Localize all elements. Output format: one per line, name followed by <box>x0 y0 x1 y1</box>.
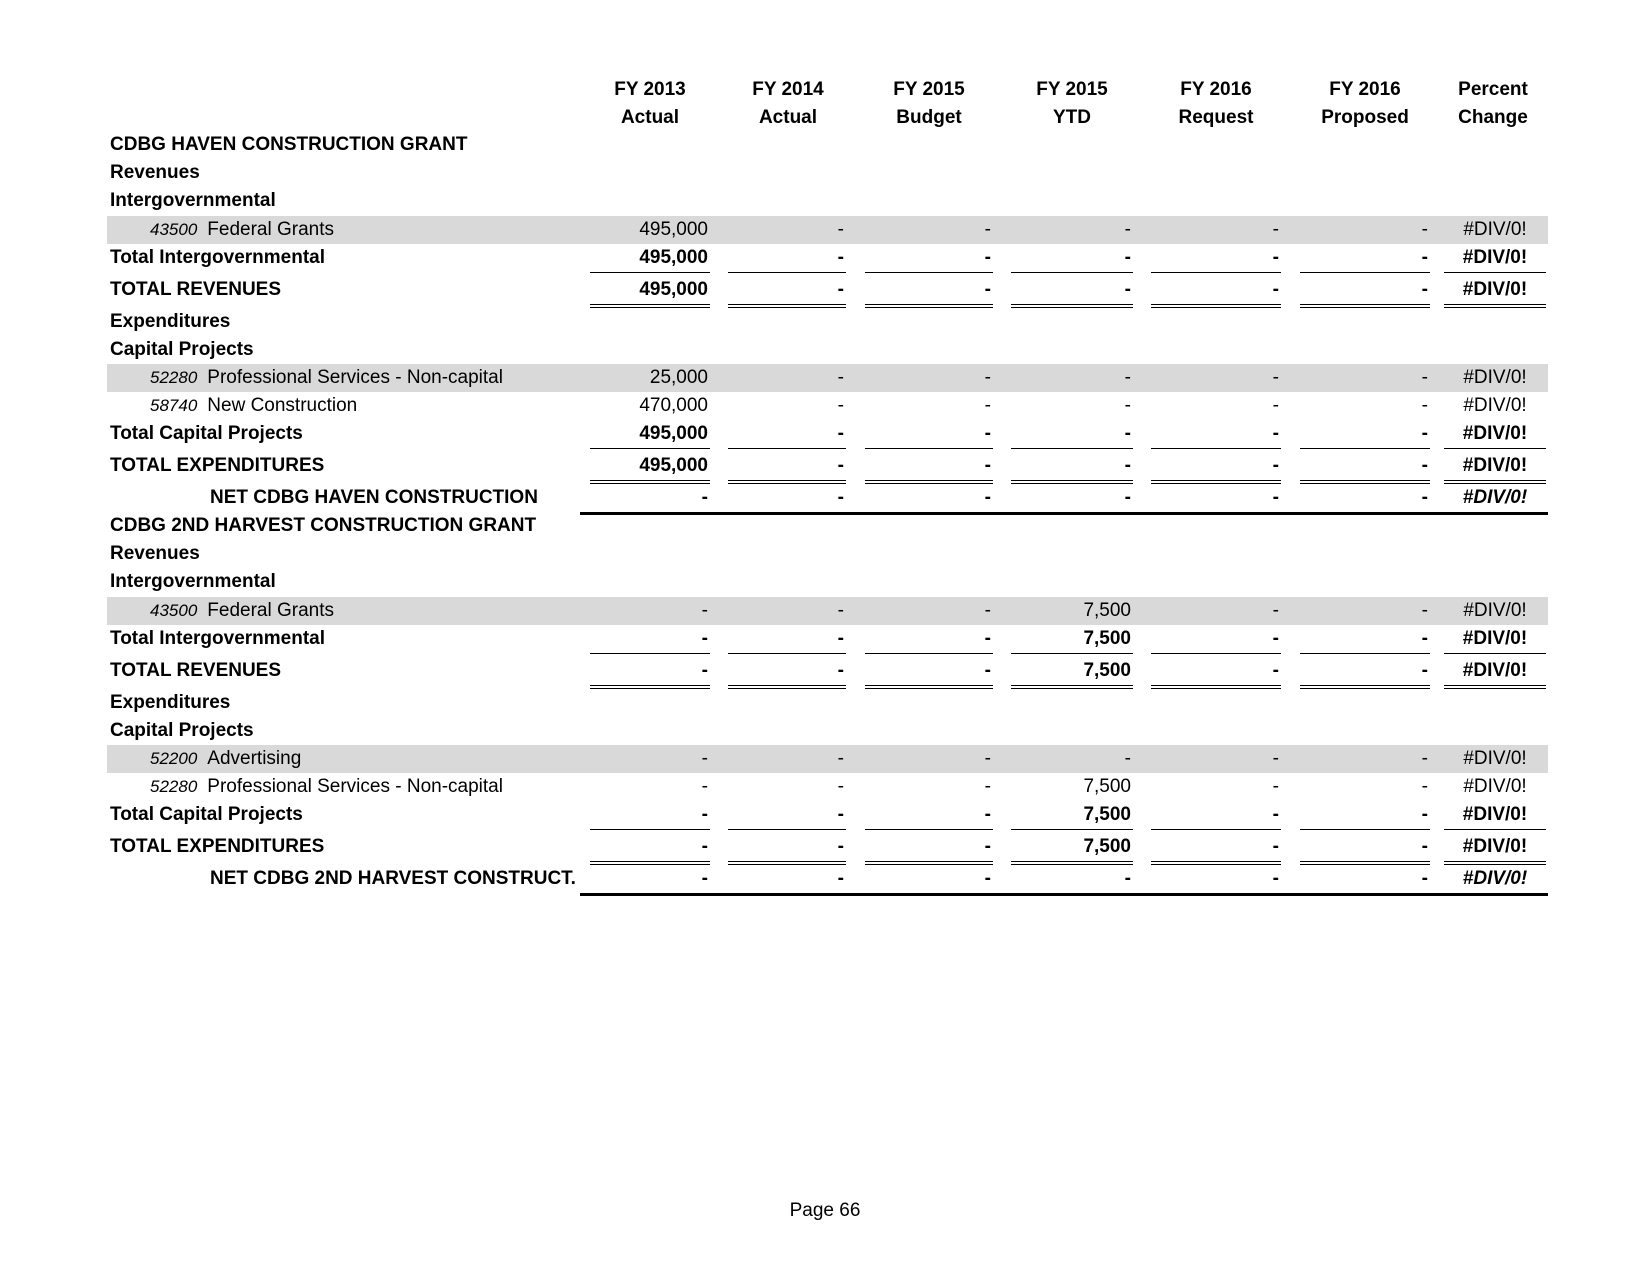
row-label <box>110 689 230 717</box>
value-cell: - <box>1300 420 1430 449</box>
revenues-heading <box>107 540 1548 568</box>
value-cell: - <box>837 600 844 621</box>
percent-change-cell: #DIV/0! <box>1463 367 1527 388</box>
column-header-line2: Request <box>1178 107 1254 128</box>
row-label <box>150 745 301 773</box>
value-cell: - <box>1272 219 1279 240</box>
value-cell: - <box>728 625 846 654</box>
row-label <box>110 833 324 861</box>
value-cell: - <box>701 776 708 797</box>
value-cell: 495,000 <box>590 276 710 308</box>
row-label <box>150 216 334 244</box>
row-label-text: Intergovernmental <box>110 571 276 592</box>
percent-change-cell: #DIV/0! <box>1444 833 1546 865</box>
value-cell: - <box>837 776 844 797</box>
row-label-text: CDBG HAVEN CONSTRUCTION GRANT <box>110 134 468 155</box>
row-label-text: Expenditures <box>110 692 231 713</box>
row-label-text: NET CDBG HAVEN CONSTRUCTION <box>210 487 538 508</box>
value-cell: - <box>728 657 846 689</box>
value-cell: - <box>837 748 844 769</box>
row-label-text: CDBG 2ND HARVEST CONSTRUCTION GRANT <box>110 515 537 536</box>
value-cell: 7,500 <box>1011 625 1133 654</box>
percent-change-cell: #DIV/0! <box>1444 801 1546 830</box>
value-cell: - <box>590 625 710 654</box>
value-cell: - <box>1011 244 1133 273</box>
total-expenditures-row <box>107 452 1548 480</box>
row-label-text: Total Intergovernmental <box>110 628 326 649</box>
value-cell: - <box>701 600 708 621</box>
row-label-text: Revenues <box>110 162 200 183</box>
value-cell: - <box>984 395 991 416</box>
value-cell: - <box>728 452 846 484</box>
value-cell: - <box>728 801 846 830</box>
account-code: 58740 <box>150 396 198 415</box>
value-cell: - <box>1151 833 1281 865</box>
value-cell: - <box>984 367 991 388</box>
value-cell: - <box>1421 487 1428 508</box>
row-label <box>110 420 303 448</box>
line-item-row <box>107 216 1548 244</box>
column-header-line1: FY 2014 <box>752 79 824 100</box>
value-cell: - <box>984 600 991 621</box>
column-header-line2: Actual <box>758 107 818 128</box>
value-cell: - <box>1421 219 1428 240</box>
row-label <box>110 187 276 215</box>
row-label-text: Total Capital Projects <box>110 423 303 444</box>
value-cell: 7,500 <box>1011 833 1133 865</box>
percent-change-cell: #DIV/0! <box>1444 420 1546 449</box>
value-cell: - <box>865 452 993 484</box>
page-number: Page 66 <box>789 1200 861 1221</box>
row-label <box>110 308 230 336</box>
net-total-row <box>107 865 1548 893</box>
value-cell: - <box>1151 420 1281 449</box>
row-label-text: Federal Grants <box>207 219 335 240</box>
value-cell: - <box>837 395 844 416</box>
value-cell: - <box>701 868 708 889</box>
value-cell: - <box>837 367 844 388</box>
value-cell: - <box>865 833 993 865</box>
value-cell: - <box>1011 452 1133 484</box>
column-header-line2: Actual <box>620 107 680 128</box>
value-cell: - <box>837 868 844 889</box>
row-label <box>210 484 538 512</box>
row-label <box>210 865 576 893</box>
account-code: 52200 <box>150 749 198 768</box>
value-cell: - <box>590 657 710 689</box>
expenditures-heading <box>107 308 1548 336</box>
account-code: 52280 <box>150 368 198 387</box>
column-header-line1: Percent <box>1458 79 1528 100</box>
column-header <box>1413 76 1573 132</box>
value-cell: - <box>1300 801 1430 830</box>
value-cell: - <box>1300 244 1430 273</box>
expenditure-category <box>107 336 1548 364</box>
value-cell: - <box>865 657 993 689</box>
value-cell: - <box>984 748 991 769</box>
value-cell: - <box>865 625 993 654</box>
column-header-line2: YTD <box>1053 107 1091 128</box>
percent-change-cell: #DIV/0! <box>1463 219 1527 240</box>
expenditures-heading <box>107 689 1548 717</box>
row-label <box>110 540 200 568</box>
value-cell: - <box>837 487 844 508</box>
row-label <box>110 512 536 540</box>
row-label-text: Total Intergovernmental <box>110 247 326 268</box>
percent-change-cell: #DIV/0! <box>1463 776 1527 797</box>
percent-change-cell: #DIV/0! <box>1444 452 1546 484</box>
value-cell: - <box>1124 395 1131 416</box>
value-cell: - <box>984 868 991 889</box>
row-label-text: Professional Services - Non-capital <box>207 367 503 388</box>
category-total-row <box>107 420 1548 448</box>
value-cell: - <box>1151 801 1281 830</box>
section-end-rule <box>580 893 1548 896</box>
value-cell: 495,000 <box>590 244 710 273</box>
category-total-row <box>107 801 1548 829</box>
value-cell: - <box>1124 748 1131 769</box>
row-label <box>110 336 254 364</box>
percent-change-cell: #DIV/0! <box>1444 276 1546 308</box>
value-cell: - <box>1011 420 1133 449</box>
total-expenditures-row <box>107 833 1548 861</box>
value-cell: 495,000 <box>590 452 710 484</box>
column-header <box>708 76 868 132</box>
line-item-row <box>107 364 1548 392</box>
row-label <box>150 597 334 625</box>
percent-change-cell: #DIV/0! <box>1462 487 1528 508</box>
value-cell: - <box>1300 657 1430 689</box>
value-cell: - <box>1272 748 1279 769</box>
value-cell: 470,000 <box>639 395 708 416</box>
value-cell: - <box>1421 600 1428 621</box>
value-cell: - <box>1124 868 1131 889</box>
revenue-category <box>107 187 1548 215</box>
column-header-line1: FY 2016 <box>1180 79 1252 100</box>
revenues-heading <box>107 159 1548 187</box>
percent-change-cell: #DIV/0! <box>1463 600 1527 621</box>
row-label <box>110 625 325 653</box>
category-total-row <box>107 244 1548 272</box>
value-cell: - <box>1300 276 1430 308</box>
percent-change-cell: #DIV/0! <box>1463 395 1527 416</box>
value-cell: - <box>1151 657 1281 689</box>
row-label-text: Capital Projects <box>110 339 254 360</box>
value-cell: - <box>1151 276 1281 308</box>
value-cell: - <box>1421 395 1428 416</box>
account-code: 43500 <box>150 220 198 239</box>
value-cell: - <box>590 833 710 865</box>
line-item-row <box>107 745 1548 773</box>
value-cell: - <box>1421 748 1428 769</box>
value-cell: - <box>1272 776 1279 797</box>
value-cell: - <box>984 776 991 797</box>
row-label <box>110 801 303 829</box>
row-label-text: Federal Grants <box>207 600 335 621</box>
row-label <box>150 364 503 392</box>
column-header-line1: FY 2015 <box>893 79 965 100</box>
value-cell: - <box>1272 868 1279 889</box>
value-cell: - <box>865 801 993 830</box>
revenue-category <box>107 568 1548 596</box>
column-header-line1: FY 2016 <box>1329 79 1401 100</box>
value-cell: - <box>1011 276 1133 308</box>
row-label-text: Total Capital Projects <box>110 804 303 825</box>
column-header-line2: Budget <box>896 107 962 128</box>
category-total-row <box>107 625 1548 653</box>
row-label-text: New Construction <box>207 395 358 416</box>
row-label-text: TOTAL EXPENDITURES <box>110 455 325 476</box>
value-cell: - <box>865 244 993 273</box>
value-cell: - <box>728 276 846 308</box>
column-header-line2: Change <box>1458 107 1528 128</box>
expenditure-category <box>107 717 1548 745</box>
line-item-row <box>107 597 1548 625</box>
line-item-row <box>107 773 1548 801</box>
value-cell: - <box>1421 367 1428 388</box>
value-cell: - <box>865 276 993 308</box>
row-label <box>150 392 357 420</box>
value-cell: - <box>728 244 846 273</box>
column-header-line2: Proposed <box>1321 107 1409 128</box>
row-label <box>110 657 281 685</box>
column-header <box>1136 76 1296 132</box>
value-cell: - <box>1421 776 1428 797</box>
row-label <box>110 717 254 745</box>
value-cell: - <box>1151 244 1281 273</box>
value-cell: 25,000 <box>649 367 708 388</box>
value-cell: - <box>728 420 846 449</box>
value-cell: - <box>1272 487 1279 508</box>
value-cell: - <box>1124 487 1131 508</box>
account-code: 52280 <box>150 777 198 796</box>
percent-change-cell: #DIV/0! <box>1462 868 1528 889</box>
row-label-text: TOTAL REVENUES <box>110 660 282 681</box>
row-label <box>150 773 503 801</box>
column-header-line1: FY 2013 <box>614 79 686 100</box>
value-cell: - <box>984 219 991 240</box>
section-title <box>107 131 1548 159</box>
value-cell: 7,500 <box>1083 776 1131 797</box>
row-label-text: Intergovernmental <box>110 190 276 211</box>
line-item-row <box>107 392 1548 420</box>
value-cell: - <box>1300 452 1430 484</box>
column-header-line1: FY 2015 <box>1036 79 1108 100</box>
row-label-text: TOTAL EXPENDITURES <box>110 836 325 857</box>
value-cell: - <box>1272 395 1279 416</box>
net-total-row <box>107 484 1548 512</box>
total-revenues-row <box>107 657 1548 685</box>
percent-change-cell: #DIV/0! <box>1463 748 1527 769</box>
value-cell: - <box>1300 625 1430 654</box>
value-cell: - <box>1272 367 1279 388</box>
row-label-text: Capital Projects <box>110 720 254 741</box>
section-title <box>107 512 1548 540</box>
row-label <box>110 568 276 596</box>
value-cell: - <box>865 420 993 449</box>
row-label-text: Revenues <box>110 543 200 564</box>
percent-change-cell: #DIV/0! <box>1444 657 1546 689</box>
value-cell: - <box>837 219 844 240</box>
row-label <box>110 159 200 187</box>
row-label <box>110 452 324 480</box>
value-cell: 495,000 <box>639 219 708 240</box>
value-cell: 7,500 <box>1083 600 1131 621</box>
value-cell: - <box>590 801 710 830</box>
value-cell: 7,500 <box>1011 657 1133 689</box>
row-label <box>110 131 467 159</box>
value-cell: - <box>1151 452 1281 484</box>
value-cell: 495,000 <box>590 420 710 449</box>
row-label-text: NET CDBG 2ND HARVEST CONSTRUCT. <box>210 868 576 889</box>
account-code: 43500 <box>150 601 198 620</box>
column-header <box>849 76 1009 132</box>
value-cell: - <box>701 487 708 508</box>
total-revenues-row <box>107 276 1548 304</box>
value-cell: 7,500 <box>1011 801 1133 830</box>
column-header <box>570 76 730 132</box>
value-cell: - <box>1151 625 1281 654</box>
value-cell: - <box>1300 833 1430 865</box>
row-label-text: Advertising <box>207 748 302 769</box>
value-cell: - <box>1421 868 1428 889</box>
value-cell: - <box>984 487 991 508</box>
percent-change-cell: #DIV/0! <box>1444 625 1546 654</box>
percent-change-cell: #DIV/0! <box>1444 244 1546 273</box>
column-header <box>992 76 1152 132</box>
row-label <box>110 276 281 304</box>
value-cell: - <box>1124 367 1131 388</box>
row-label-text: Professional Services - Non-capital <box>207 776 503 797</box>
row-label-text: Expenditures <box>110 311 231 332</box>
row-label <box>110 244 325 272</box>
value-cell: - <box>728 833 846 865</box>
value-cell: - <box>701 748 708 769</box>
value-cell: - <box>1272 600 1279 621</box>
value-cell: - <box>1124 219 1131 240</box>
row-label-text: TOTAL REVENUES <box>110 279 282 300</box>
